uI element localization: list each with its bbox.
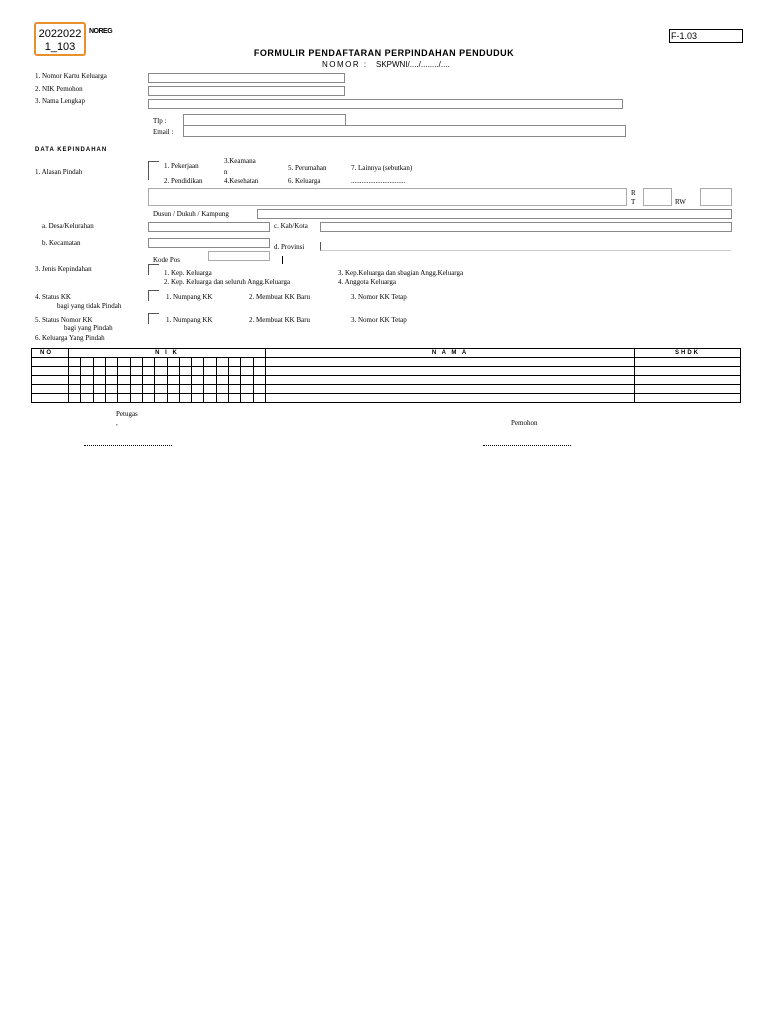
section-data-kepindahan: DATA KEPINDAHAN xyxy=(35,147,108,153)
kabkota-label: c. Kab/Kota xyxy=(274,222,308,230)
nik-digit-cell[interactable] xyxy=(105,394,117,403)
nik-digit-cell[interactable] xyxy=(179,385,191,394)
status-nomor-kk-opt-numpang: 1. Numpang KK xyxy=(166,316,213,324)
desa-label: a. Desa/Kelurahan xyxy=(42,222,94,230)
status-kk-opt-numpang: 1. Numpang KK xyxy=(166,293,213,301)
nik-digit-cell[interactable] xyxy=(130,385,142,394)
status-kk-sublabel: bagi yang tidak Pindah xyxy=(57,302,122,310)
nik-digit-cell[interactable] xyxy=(105,358,117,367)
tlp-label: Tlp : xyxy=(153,117,167,125)
shdk-cell[interactable] xyxy=(635,376,741,385)
no-cell[interactable] xyxy=(32,358,69,367)
nik-digit-cell[interactable] xyxy=(69,394,81,403)
nik-digit-cell[interactable] xyxy=(216,367,228,376)
nik-digit-cell[interactable] xyxy=(155,358,167,367)
nik-digit-cell[interactable] xyxy=(93,394,105,403)
nik-digit-cell[interactable] xyxy=(241,367,253,376)
nik-digit-cell[interactable] xyxy=(179,394,191,403)
status-nomor-kk-opt-baru: 2. Membuat KK Baru xyxy=(249,316,311,324)
dusun-input[interactable] xyxy=(257,209,732,219)
nik-digit-cell[interactable] xyxy=(81,385,93,394)
table-row xyxy=(32,376,741,385)
rw-label: RW xyxy=(675,198,686,206)
nik-digit-cell[interactable] xyxy=(155,367,167,376)
nik-digit-cell[interactable] xyxy=(179,376,191,385)
jenis-opt-anggota: 4. Anggota Keluarga xyxy=(338,278,396,286)
no-cell[interactable] xyxy=(32,376,69,385)
nik-digit-cell[interactable] xyxy=(130,358,142,367)
kodepos-input[interactable] xyxy=(282,256,283,264)
jenis-opt-seluruh: 2. Kep. Keluarga dan seluruh Angg.Keluarga xyxy=(164,278,291,286)
noreg-value: 2022022 1_103 xyxy=(38,28,82,53)
desa-input[interactable] xyxy=(148,222,270,232)
nik-digit-cell[interactable] xyxy=(69,376,81,385)
alasan-opt-keamanan: 3.Keamana xyxy=(224,157,256,165)
nik-digit-cell[interactable] xyxy=(179,358,191,367)
nama-cell[interactable] xyxy=(266,376,635,385)
shdk-cell[interactable] xyxy=(635,358,741,367)
col-nama-header: N A M A xyxy=(266,349,635,358)
pemohon-signature-line[interactable] xyxy=(483,445,571,446)
nik-digit-cell[interactable] xyxy=(229,376,241,385)
nik-digit-cell[interactable] xyxy=(118,385,130,394)
nik-pemohon-label: 2. NIK Pemohon xyxy=(35,85,83,93)
alasan-opt-keluarga: 6. Keluarga xyxy=(288,177,321,185)
nik-digit-cell[interactable] xyxy=(204,376,216,385)
status-nomor-kk-sublabel: bagi yang Pindah xyxy=(64,324,113,332)
status-nomor-kk-checkbox[interactable] xyxy=(148,313,159,324)
nik-digit-cell[interactable] xyxy=(81,376,93,385)
shdk-cell[interactable] xyxy=(635,394,741,403)
nik-digit-cell[interactable] xyxy=(93,376,105,385)
nik-digit-cell[interactable] xyxy=(69,367,81,376)
form-title: FORMULIR PENDAFTARAN PERPINDAHAN PENDUDUK xyxy=(253,48,515,58)
form-code: F-1.03 xyxy=(669,29,743,43)
nomor-kk-input[interactable] xyxy=(148,73,345,83)
nik-digit-cell[interactable] xyxy=(93,367,105,376)
nik-digit-cell[interactable] xyxy=(167,385,179,394)
nik-digit-cell[interactable] xyxy=(204,358,216,367)
no-cell[interactable] xyxy=(32,385,69,394)
nik-pemohon-input[interactable] xyxy=(148,86,345,96)
nik-digit-cell[interactable] xyxy=(142,367,154,376)
nomor-value: SKPWNI/..../......../.... xyxy=(376,60,450,69)
status-nomor-kk-opt-tetap: 3. Nomor KK Tetap xyxy=(351,316,407,324)
nik-digit-cell[interactable] xyxy=(69,358,81,367)
table-header-row xyxy=(32,349,741,358)
jenis-kepindahan-label: 3. Jenis Kepindahan xyxy=(35,265,92,273)
nik-digit-cell[interactable] xyxy=(130,376,142,385)
nomor-kk-label: 1. Nomor Kartu Keluarga xyxy=(35,72,107,80)
nik-digit-cell[interactable] xyxy=(216,358,228,367)
nik-digit-cell[interactable] xyxy=(229,394,241,403)
nik-digit-cell[interactable] xyxy=(241,394,253,403)
kodepos-box[interactable] xyxy=(208,251,270,261)
nik-digit-cell[interactable] xyxy=(192,385,204,394)
nik-digit-cell[interactable] xyxy=(167,358,179,367)
kabkota-input[interactable] xyxy=(320,222,732,232)
nik-digit-cell[interactable] xyxy=(241,358,253,367)
table-row xyxy=(32,358,741,367)
provinsi-input[interactable] xyxy=(320,242,731,251)
rt-label-r: R xyxy=(631,189,636,197)
nik-digit-cell[interactable] xyxy=(81,358,93,367)
nik-digit-cell[interactable] xyxy=(241,376,253,385)
nik-digit-cell[interactable] xyxy=(192,394,204,403)
nik-digit-cell[interactable] xyxy=(216,394,228,403)
nik-digit-cell[interactable] xyxy=(118,376,130,385)
nik-digit-cell[interactable] xyxy=(253,385,265,394)
status-nomor-kk-label: 5. Status Nomor KK xyxy=(35,316,93,324)
nik-digit-cell[interactable] xyxy=(216,376,228,385)
keluarga-pindah-label: 6. Keluarga Yang Pindah xyxy=(35,334,105,342)
alasan-opt-pekerjaan: 1. Pekerjaan xyxy=(164,162,199,170)
nik-digit-cell[interactable] xyxy=(105,376,117,385)
nik-digit-cell[interactable] xyxy=(142,358,154,367)
nama-cell[interactable] xyxy=(266,358,635,367)
email-label: Email : xyxy=(153,128,174,136)
rt-label-t: T xyxy=(631,198,636,206)
petugas-comma: , xyxy=(116,419,118,427)
nik-digit-cell[interactable] xyxy=(130,394,142,403)
dusun-label: Dusun / Dukuh / Kampung xyxy=(153,210,229,218)
nik-digit-cell[interactable] xyxy=(216,385,228,394)
nik-digit-cell[interactable] xyxy=(81,367,93,376)
nik-digit-cell[interactable] xyxy=(105,367,117,376)
nik-digit-cell[interactable] xyxy=(204,367,216,376)
keluarga-table xyxy=(31,348,741,403)
nik-digit-cell[interactable] xyxy=(192,358,204,367)
nama-lengkap-label: 3. Nama Lengkap xyxy=(35,97,85,105)
no-cell[interactable] xyxy=(32,394,69,403)
nama-cell[interactable] xyxy=(266,367,635,376)
nik-digit-cell[interactable] xyxy=(118,367,130,376)
col-no-header: NO xyxy=(32,349,69,358)
alamat-input[interactable] xyxy=(148,188,627,206)
alasan-opt-perumahan: 5. Perumahan xyxy=(288,164,327,172)
kecamatan-input[interactable] xyxy=(148,238,270,248)
nik-digit-cell[interactable] xyxy=(241,385,253,394)
nik-digit-cell[interactable] xyxy=(81,394,93,403)
status-kk-checkbox[interactable] xyxy=(148,290,159,301)
status-kk-opt-baru: 2. Membuat KK Baru xyxy=(249,293,311,301)
shdk-cell[interactable] xyxy=(635,385,741,394)
nik-digit-cell[interactable] xyxy=(253,367,265,376)
nama-cell[interactable] xyxy=(266,394,635,403)
nik-digit-cell[interactable] xyxy=(204,394,216,403)
nik-digit-cell[interactable] xyxy=(167,367,179,376)
provinsi-label: d. Provinsi xyxy=(274,243,305,251)
jenis-opt-sebagian: 3. Kep.Keluarga dan sbagian Angg.Keluarga xyxy=(338,269,464,277)
table-row xyxy=(32,367,741,376)
petugas-signature-line[interactable] xyxy=(84,445,172,446)
status-kk-opt-tetap: 3. Nomor KK Tetap xyxy=(351,293,407,301)
nik-digit-cell[interactable] xyxy=(204,385,216,394)
alasan-opt-kesehatan: 4.Kesehatan xyxy=(224,177,259,185)
nik-digit-cell[interactable] xyxy=(167,376,179,385)
no-cell[interactable] xyxy=(32,367,69,376)
nik-digit-cell[interactable] xyxy=(229,367,241,376)
kodepos-label: Kode Pos xyxy=(153,256,181,264)
pemohon-label: Pemohon xyxy=(511,419,538,427)
nik-digit-cell[interactable] xyxy=(229,385,241,394)
nomor-label: NOMOR : xyxy=(322,60,368,69)
nik-digit-cell[interactable] xyxy=(93,385,105,394)
petugas-label: Petugas xyxy=(116,410,138,418)
nik-digit-cell[interactable] xyxy=(253,376,265,385)
table-row xyxy=(32,385,741,394)
keluarga-table-body xyxy=(32,358,741,403)
nik-digit-cell[interactable] xyxy=(118,394,130,403)
nik-digit-cell[interactable] xyxy=(130,367,142,376)
nik-digit-cell[interactable] xyxy=(69,385,81,394)
nik-digit-cell[interactable] xyxy=(253,358,265,367)
status-kk-label: 4. Status KK xyxy=(35,293,71,301)
alasan-pindah-checkbox[interactable] xyxy=(148,161,159,180)
alasan-opt-keamanan-cont: n xyxy=(224,168,228,176)
jenis-opt-kep-keluarga: 1. Kep. Keluarga xyxy=(164,269,212,277)
nik-digit-cell[interactable] xyxy=(93,358,105,367)
email-input[interactable] xyxy=(183,125,626,137)
nik-digit-cell[interactable] xyxy=(179,367,191,376)
nik-digit-cell[interactable] xyxy=(229,358,241,367)
table-row xyxy=(32,394,741,403)
col-shdk-header: SHDK xyxy=(635,349,741,358)
col-nik-header: N I K xyxy=(69,349,266,358)
kecamatan-label: b. Kecamatan xyxy=(42,239,81,247)
nik-digit-cell[interactable] xyxy=(142,385,154,394)
alasan-opt-pendidikan: 2. Pendidikan xyxy=(164,177,203,185)
nik-digit-cell[interactable] xyxy=(118,358,130,367)
nik-digit-cell[interactable] xyxy=(192,367,204,376)
rw-input[interactable] xyxy=(700,188,732,206)
nik-digit-cell[interactable] xyxy=(167,394,179,403)
nik-digit-cell[interactable] xyxy=(155,394,167,403)
nik-digit-cell[interactable] xyxy=(142,394,154,403)
nik-digit-cell[interactable] xyxy=(155,385,167,394)
alasan-pindah-label: 1. Alasan Pindah xyxy=(35,168,83,176)
nik-digit-cell[interactable] xyxy=(253,394,265,403)
rt-input[interactable] xyxy=(643,188,672,206)
nama-cell[interactable] xyxy=(266,385,635,394)
jenis-kepindahan-checkbox[interactable] xyxy=(148,264,159,275)
nik-digit-cell[interactable] xyxy=(142,376,154,385)
noreg-label: NOREG xyxy=(89,28,113,35)
alasan-opt-lainnya: 7. Lainnya (sebutkan) xyxy=(351,164,413,172)
nik-digit-cell[interactable] xyxy=(105,385,117,394)
shdk-cell[interactable] xyxy=(635,367,741,376)
nik-digit-cell[interactable] xyxy=(192,376,204,385)
alasan-lainnya-dots: ............................... xyxy=(351,177,406,185)
nik-digit-cell[interactable] xyxy=(155,376,167,385)
nama-lengkap-input[interactable] xyxy=(148,99,623,109)
